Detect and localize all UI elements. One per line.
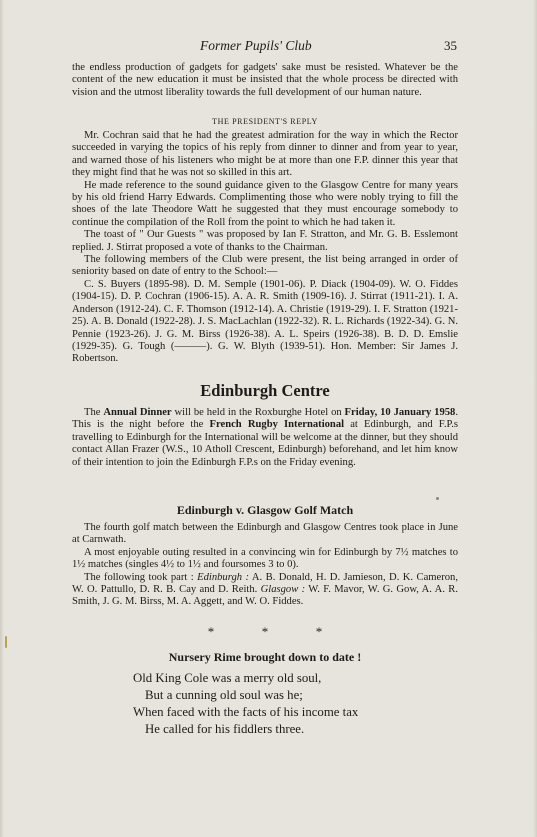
ed-bold-rugby: French Rugby International — [209, 419, 345, 431]
rhyme-poem — [133, 670, 358, 738]
golf-match-title: Edinburgh v. Glasgow Golf Match — [176, 503, 354, 517]
edinburgh-block — [72, 407, 458, 469]
reply-paragraph-1: Mr. Cochran said that he had the greatest admiration for the way in which the Rector succeeded in varying the topics of his reply from dinner to dinner and from year to year, and warned those of his listeners who might be at more than one F.P. dinner this year that they might find that he was not so skilled in this art. — [72, 130, 458, 179]
paper-mark — [5, 636, 7, 648]
golf-paragraph-3 — [72, 572, 458, 609]
ed-bold-annual-dinner: Annual Dinner — [103, 407, 172, 418]
golf-glasgow-label: Glasgow : — [260, 584, 306, 596]
reply-heading: THE PRESIDENT'S REPLY — [212, 117, 318, 126]
ed-text-2: will be held in the Roxburghe Hotel on — [171, 407, 345, 418]
edinburgh-centre-title: Edinburgh Centre — [200, 381, 330, 400]
ed-text-1: The — [84, 407, 104, 418]
reply-block — [72, 130, 458, 366]
golf-p3-c: W. F. Mavor, W. G. Gow, A. A. R. Smith, J. G. M. Birss, M. A. Aggett, and W. O. Fiddes. — [72, 584, 458, 608]
ed-text-4: at Edinburgh, and F.P.s travelling to Edinburgh for the International will be welcome at the dinner, but they should contact Allan Frazer (W.S., 10 Atholl Crescent, Edinburgh) beforehand, and let him know of their intention to join the Edinburgh F.P.s on the Friday evening. — [72, 419, 458, 468]
reply-paragraph-2: He made reference to the sound guidance given to the Glasgow Centre for many years by his old friend Harry Edwards. Complimenting those who were nobly trying to fill the shoes of the late Theodore Watt he suggested that they must encourage somebody to continue the compilation of the Roll from the point to which he had taken it. — [72, 179, 458, 228]
separator-star: * — [315, 624, 323, 639]
poem-line: He called for his fiddlers three. — [145, 722, 305, 736]
ed-bold-date: Friday, 10 January 1958 — [344, 407, 456, 418]
page-header — [70, 38, 457, 54]
reply-paragraph-3: The toast of " Our Guests " was proposed by Ian F. Stratton, and Mr. G. B. Esslemont replied. J. Stirrat proposed a vote of thanks to the Chairman. — [72, 229, 458, 253]
edinburgh-paragraph — [72, 407, 458, 469]
poem-line: When faced with the facts of his income tax — [133, 705, 359, 719]
ed-text-3: . This is the night before the — [72, 407, 458, 431]
golf-p3-b: A. B. Donald, H. D. Jamieson, D. K. Cameron, W. O. Pattullo, D. R. B. Cay and D. Reith. — [72, 571, 459, 596]
golf-paragraph-2: A most enjoyable outing resulted in a convincing win for Edinburgh by 7½ matches to 1½ matches (singles 4½ to 1½ and foursomes 3 to 0). — [72, 546, 458, 571]
page-number: 35 — [444, 38, 457, 53]
running-title: Former Pupils' Club — [200, 38, 312, 53]
separator-star: * — [261, 624, 269, 639]
poem-line: Old King Cole was a merry old soul, — [133, 671, 322, 685]
poem-line: But a cunning old soul was he; — [145, 688, 303, 702]
reply-paragraph-4: The following members of the Club were present, the list being arranged in order of seniority based on date of entry to the School:— — [72, 254, 458, 278]
members-list: C. S. Buyers (1895-98). D. M. Semple (1901-06). P. Diack (1904-09). W. O. Fiddes (1904-15). D. P. Cochran (1906-15). A. A. R. Smith (1909-16). J. Stirrat (1911-21). I. A. Anderson (1912-24). C. F. Thomson (1912-14). A. Christie (1919-29). I. F. Stratton (1921-25). A. B. Donald (1922-28). J. S. MacLachlan (1922-32). R. L. Richards (1922-34). G. N. Pennie (1923-26). J. G. M. Birss (1926-38). A. L. Speirs (1926-38). B. D. D. Emslie (1929-35). G. Tough (———). G. W. Blyth (1939-51). Hon. Member: Sir James J. Robertson. — [72, 278, 458, 365]
intro-paragraph: the endless production of gadgets for gadgets' sake must be resisted. Whatever be the content of the new education it must be insisted that the whole process be directed with vision and the utmost liberality towards the full development of our human nature. — [72, 62, 458, 98]
paper-speck — [436, 497, 439, 500]
golf-p3-a: The following took part : — [84, 571, 198, 583]
golf-paragraph-1: The fourth golf match between the Edinburgh and Glasgow Centres took place in June at Carnwath. — [72, 522, 458, 546]
golf-edinburgh-label: Edinburgh : — [197, 571, 250, 583]
section-separator — [72, 624, 458, 640]
rhyme-title: Nursery Rime brought down to date ! — [168, 650, 362, 664]
intro-block — [72, 62, 458, 99]
page-right-edge — [533, 0, 537, 837]
separator-star: * — [207, 624, 215, 639]
golf-block — [72, 522, 458, 609]
page-left-edge — [0, 0, 4, 837]
